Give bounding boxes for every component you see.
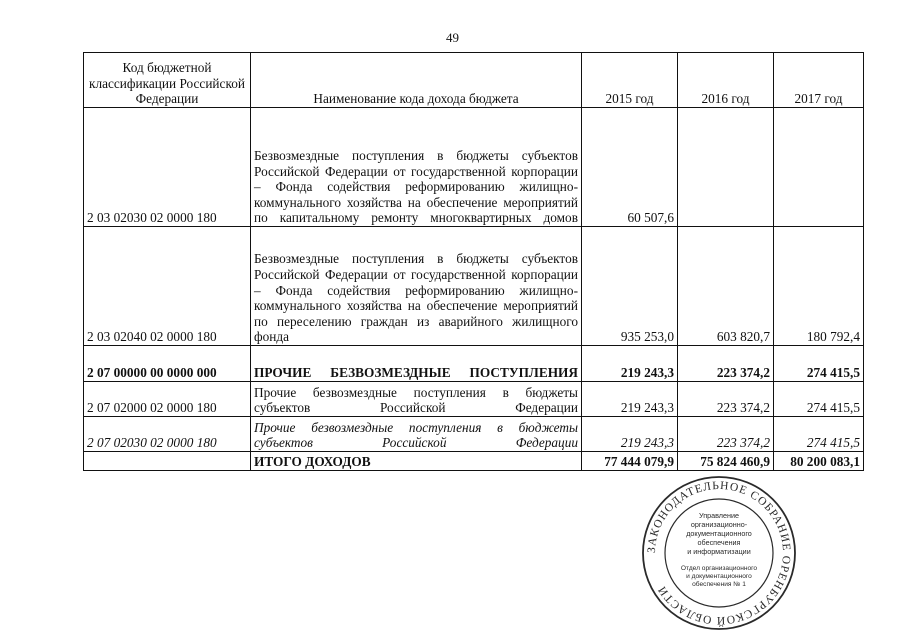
stamp-bottom-line: и документационного	[686, 573, 752, 580]
total-row	[84, 452, 864, 471]
row-code: 2 07 00000 00 0000 000	[84, 346, 251, 382]
row-name: Безвозмездные поступления в бюджеты субъектов Российской Федерации от государственной корпорации – Фонда содействия реформированию жилищно-коммунального хозяйства на обеспечение мероприятий по капитальному ремонту многоквартирных домов	[251, 108, 582, 227]
row-value-2016: 603 820,7	[678, 227, 774, 346]
page-number: 49	[446, 30, 459, 45]
row-value-2016: 223 374,2	[678, 417, 774, 452]
row-value-2016	[678, 108, 774, 227]
row-value-2015: 219 243,3	[582, 382, 678, 417]
header-2015: 2015 год	[582, 53, 678, 108]
stamp-bottom-line: Отдел организационного	[680, 565, 758, 572]
stamp-ring-text: ЗАКОНОДАТЕЛЬНОЕ СОБРАНИЕ ОРЕНБУРГСКОЙ ОБЛАСТИ	[645, 479, 793, 627]
row-name: Прочие безвозмездные поступления в бюджеты субъектов Российской Федерации	[251, 417, 582, 452]
row-name: Безвозмездные поступления в бюджеты субъектов Российской Федерации от государственной корпорации – Фонда содействия реформированию жилищно-коммунального хозяйства на обеспечение мероприятий по переселению граждан из аварийного жилищного фонда	[251, 227, 582, 346]
table-row	[84, 417, 864, 452]
budget-revenue-table	[83, 52, 864, 471]
table-row	[84, 382, 864, 417]
row-value-2015: 60 507,6	[582, 108, 678, 227]
table-row	[84, 227, 864, 346]
total-value-2016: 75 824 460,9	[678, 452, 774, 471]
row-value-2015: 219 243,3	[582, 346, 678, 382]
official-stamp	[640, 474, 798, 632]
row-code: 2 03 02040 02 0000 180	[84, 227, 251, 346]
header-code: Код бюджетной классификации Российской Федерации	[84, 53, 251, 108]
stamp-line: обеспечения	[697, 538, 741, 547]
row-value-2017: 274 415,5	[774, 417, 864, 452]
stamp-line: документационного	[686, 529, 752, 538]
total-value-2017: 80 200 083,1	[774, 452, 864, 471]
row-name: ПРОЧИЕ БЕЗВОЗМЕЗДНЫЕ ПОСТУПЛЕНИЯ	[251, 346, 582, 382]
header-2017: 2017 год	[774, 53, 864, 108]
row-value-2017: 180 792,4	[774, 227, 864, 346]
row-value-2016: 223 374,2	[678, 382, 774, 417]
table-row	[84, 108, 864, 227]
header-2016: 2016 год	[678, 53, 774, 108]
row-value-2017: 274 415,5	[774, 382, 864, 417]
table-header-row	[84, 53, 864, 108]
stamp-line: организационно-	[690, 520, 748, 529]
row-value-2017	[774, 108, 864, 227]
row-code: 2 07 02000 02 0000 180	[84, 382, 251, 417]
stamp-line: и информатизации	[687, 547, 751, 556]
total-value-2015: 77 444 079,9	[582, 452, 678, 471]
row-value-2016: 223 374,2	[678, 346, 774, 382]
total-code	[84, 452, 251, 471]
row-name: Прочие безвозмездные поступления в бюджеты субъектов Российской Федерации	[251, 382, 582, 417]
row-value-2015: 219 243,3	[582, 417, 678, 452]
row-value-2017: 274 415,5	[774, 346, 864, 382]
stamp-bottom-line: обеспечения № 1	[692, 581, 746, 588]
header-name: Наименование кода дохода бюджета	[251, 53, 582, 108]
row-code: 2 03 02030 02 0000 180	[84, 108, 251, 227]
table-row	[84, 346, 864, 382]
row-value-2015: 935 253,0	[582, 227, 678, 346]
total-label: ИТОГО ДОХОДОВ	[251, 452, 582, 471]
row-code: 2 07 02030 02 0000 180	[84, 417, 251, 452]
stamp-line: Управление	[699, 511, 739, 520]
